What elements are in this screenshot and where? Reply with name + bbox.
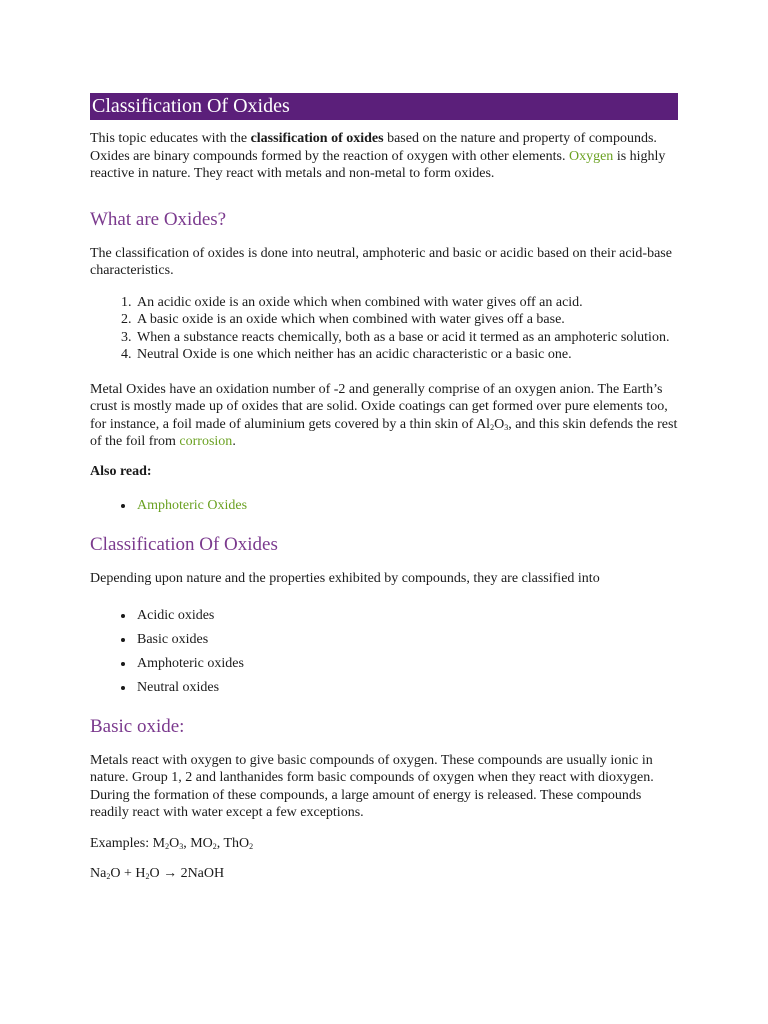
also-read-label: Also read: bbox=[90, 463, 152, 479]
list-item: • Amphoteric oxides bbox=[135, 652, 678, 676]
examples-line: Examples: $M_2O_3$, $MO_2$, ThO$_2$ bbox=[90, 835, 254, 851]
list-item bbox=[135, 494, 678, 518]
list-item: • Basic oxides bbox=[135, 628, 678, 652]
intro-bold-term: classification of oxides bbox=[250, 131, 384, 146]
intro-paragraph: This topic educates with the classification of oxides based on the nature and property of compounds. Oxides are binary compounds formed by the reaction of oxygen with other elements. Oxygen is highly reactive in nature. They react with metals and non-metal to form oxides. bbox=[90, 131, 666, 181]
example-formula: $M_2O_3$ bbox=[152, 835, 184, 851]
example-formula: ThO$_2$ bbox=[223, 835, 254, 851]
oxygen-link[interactable]: Oxygen bbox=[568, 148, 614, 164]
corrosion-link[interactable]: corrosion bbox=[179, 434, 233, 449]
page-title: Classification Of Oxides bbox=[90, 93, 678, 120]
section2-paragraph: Depending upon nature and the properties exhibited by compounds, they are classified into bbox=[90, 571, 600, 586]
section1-paragraph: The classification of oxides is done into neutral, amphoteric and basic or acidic based on their acid-base characteristics. bbox=[90, 245, 672, 278]
list-item: 2. A basic oxide is an oxide which when combined with water gives off a base. bbox=[135, 311, 678, 329]
list-item: 1. An acidic oxide is an oxide which when combined with water gives off an acid. bbox=[135, 294, 678, 312]
list-item: • Neutral oxides bbox=[135, 676, 678, 700]
list-item: 4. Neutral Oxide is one which neither has an acidic characteristic or a basic one. bbox=[135, 346, 678, 364]
oxide-definitions-list bbox=[90, 294, 678, 364]
example-formula: $MO_2$ bbox=[190, 835, 217, 851]
section-heading-basic-oxide: Basic oxide: bbox=[90, 715, 185, 737]
amphoteric-oxides-link[interactable]: Amphoteric Oxides bbox=[137, 498, 248, 513]
also-read-list bbox=[90, 494, 678, 518]
oxide-types-list bbox=[90, 604, 678, 700]
section3-paragraph: Metals react with oxygen to give basic compounds of oxygen. These compounds are usually ionic in nature. Group 1, 2 and lanthanides form basic compounds of oxygen when they react with dioxygen. During the formation of these compounds, a large amount of energy is released. These compounds readily react with water except a few exceptions. bbox=[90, 752, 654, 820]
section-heading-what-are-oxides: What are Oxides? bbox=[90, 208, 227, 230]
list-item: 3. When a substance reacts chemically, both as a base or acid it termed as an amphoteric solution. bbox=[135, 329, 678, 347]
list-item: • Acidic oxides bbox=[135, 604, 678, 628]
article bbox=[90, 93, 678, 883]
reaction-equation: $Na_2O + H_2O$ → 2NaOH bbox=[90, 866, 225, 881]
section-heading-classification: Classification Of Oxides bbox=[90, 534, 278, 555]
metal-oxides-paragraph: Metal Oxides have an oxidation number of -2 and generally comprise of an oxygen anion. The Earth’s crust is mostly made up of oxides that are solid. Oxide coatings can get formed over pure elements too, for instance, a foil made of aluminium gets covered by a thin skin of $Al_2O_3$, and this skin defends the rest of the foil from corrosion. bbox=[90, 381, 678, 449]
